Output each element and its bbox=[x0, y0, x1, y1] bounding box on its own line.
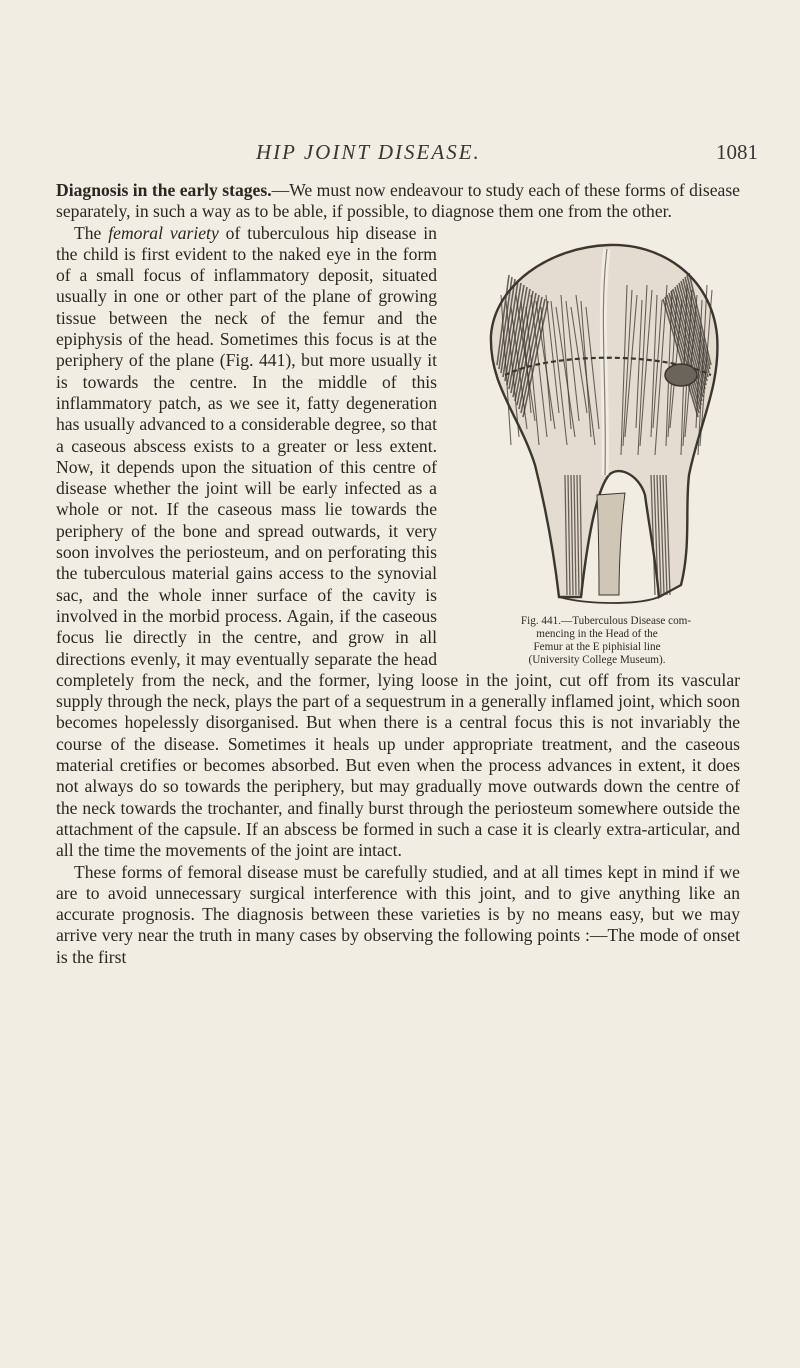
paragraph-text: These forms of femoral disease must be carefully studied, and at all times kept in mind if we are to avoid unnecessary surgical interference with this joint, and to give anything like an accurate prognosis. The diagnosis between these varieties is by no means easy, but we may arrive very near the truth in many cases by observing the following points :—The mode of onset is the first bbox=[56, 861, 740, 967]
paragraph-text: of tuberculous hip disease in the child is first evident to the naked eye in the form of a small focus of inflammatory deposit, situated usually in one or other part of the plane of growing tissue between the neck of the femur and the epiphysis of the head. Sometimes this focus is at the periphery of the plane (Fig. 441), but more usually it is towards the centre. In the middle of this inflammatory patch, as we see it, fatty degeneration has usually advanced to a considerable degree, so that a caseous abscess exists to a greater or less extent. Now, it depends upon the situation of this centre of disease whether the joint will be early infected as a whole or not. If the caseous mass lie towards the periphery of the bone and spread outwards, it very soon involves the periosteum, and on perforating this the tuberculous material gains access to the synovial sac, and the whole inner surface of the cavity is involved in the morbid process. Again, if the caseous focus lie directly in the centre, and grow in all directions evenly, it may eventually separate the head completely from the neck, and the former, lying loose in the joint, cut off from its vascular supply through the neck, plays the part of a sequestrum in a generally inflamed joint, which soon becomes hopelessly disorganised. But when there is a central focus this is not invariably the course of the disease. Sometimes it heals up under appropriate treatment, and the caseous material cretifies or becomes absorbed. But even when the process advances in extent, it does not always do so towards the periphery, but may gradually move outwards down the centre of the neck towards the trochanter, and finally burst through the periosteum somewhere outside the attachment of the capsule. If an abscess be formed in such a case it is clearly extra-articular, and all the time the movements of the joint are intact. bbox=[56, 222, 740, 861]
article-body bbox=[56, 180, 740, 968]
section-heading: Diagnosis in the early stages. bbox=[56, 180, 272, 200]
caption-line: mencing in the Head of the bbox=[536, 627, 658, 640]
tuberculous-focus bbox=[665, 364, 697, 386]
figure-441 bbox=[449, 225, 746, 666]
paragraph-diagnosis-points bbox=[56, 862, 740, 968]
running-title: HIP JOINT DISEASE. bbox=[256, 140, 481, 164]
caption-line: Femur at the E piphisial line bbox=[533, 640, 661, 653]
caption-line: Fig. 441.—Tuberculous Disease com- bbox=[520, 614, 692, 627]
running-head bbox=[0, 140, 800, 170]
page-number: 1081 bbox=[716, 140, 758, 164]
medullary-canal bbox=[597, 493, 625, 595]
paragraph-lead: The bbox=[74, 222, 109, 243]
emphasis-femoral-variety: femoral variety bbox=[108, 222, 219, 243]
femur-illustration bbox=[449, 225, 746, 610]
caption-line: (University College Museum). bbox=[528, 653, 666, 666]
paragraph-text: —We must now endeavour to study each of these forms of disease separately, in such a way as to be able, if possible, to diagnose them one from the other. bbox=[56, 180, 740, 222]
paragraph-diagnosis bbox=[56, 180, 740, 223]
figure-caption bbox=[451, 615, 743, 667]
paragraph-femoral-variety bbox=[56, 223, 740, 862]
